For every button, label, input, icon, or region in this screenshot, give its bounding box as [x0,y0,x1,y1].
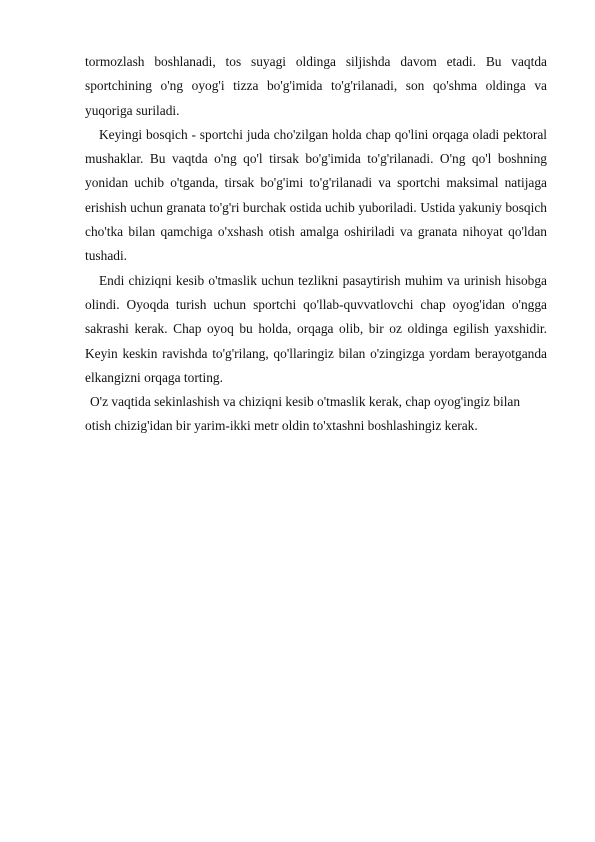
paragraph-2: Keyingi bosqich - sportchi juda cho'zilgan holda chap qo'lini orqaga oladi pektoral mushaklar. Bu vaqtda o'ng qo'l tirsak bo'g'imida to'g'rilanadi. O'ng qo'l boshning yonidan uchib o'tganda, tirsak bo'g'imi to'g'rilanadi va sportchi maksimal natijaga erishish uchun granata to'g'ri burchak ostida uchib yuboriladi. Ustida yakuniy bosqich cho'tka bilan qamchiga o'xshash otish amalga oshiriladi va granata nihoyat qo'ldan tushadi. [85,126,547,264]
paragraph-3: Endi chiziqni kesib o'tmaslik uchun tezlikni pasaytirish muhim va urinish hisobga olindi. Oyoqda turish uchun sportchi qo'llab-quvvatlovchi chap oyog'idan o'ngga sakrashi kerak. Chap oyoq bu holda, orqaga olib, bir oz oldinga egilish yaxshidir. Keyin keskin ravishda to'g'rilang, qo'llaringiz bilan o'zingizga yordam berayotganda elkangizni orqaga torting. [85,272,547,385]
final-line-1: O'z vaqtida sekinlashish va chiziqni kesib o'tmaslik kerak, chap oyog'ingiz bilan [90,394,521,410]
final-line-2: otish chizig'idan bir yarim-ikki metr oldin to'xtashni boshlashingiz kerak. [85,418,478,434]
paragraph-1: tormozlash boshlanadi, tos suyagi oldinga siljishda davom etadi. Bu vaqtda sportchining o'ng oyog'i tizza bo'g'imida to'g'rilanadi, son qo'shma oldinga va yuqoriga suriladi. [85,54,547,118]
document-body [85,50,547,439]
